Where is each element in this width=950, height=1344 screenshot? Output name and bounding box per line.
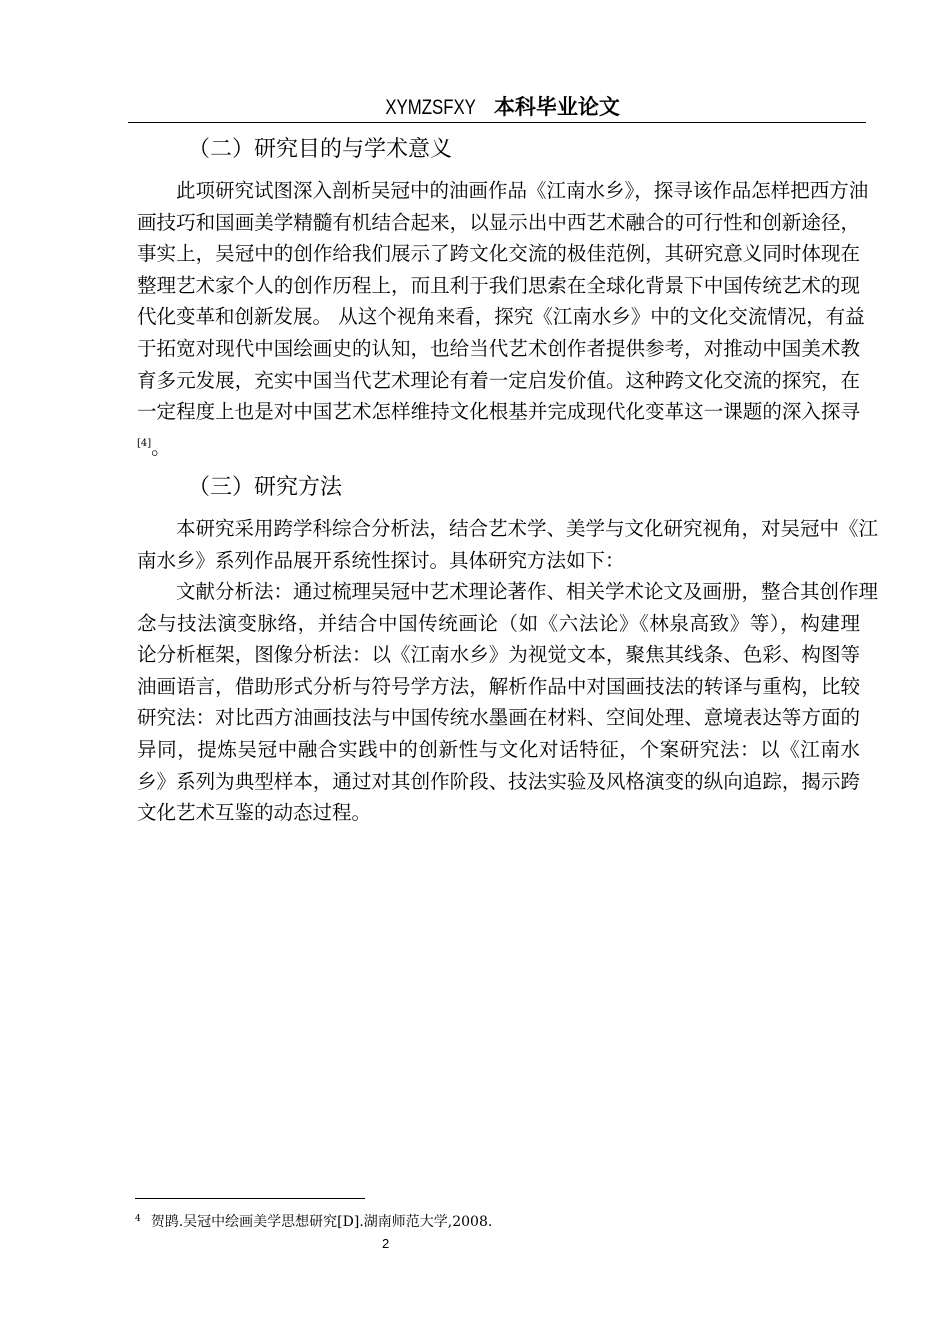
text-line: 画技巧和国画美学精髓有机结合起来，以显示出中西艺术融合的可行性和创新途径， xyxy=(137,210,860,234)
text-line: 南水乡》系列作品展开系统性探讨。具体研究方法如下： xyxy=(137,548,625,572)
text-line: 文化艺术互鉴的动态过程。 xyxy=(137,801,372,825)
text-line: 文献分析法：通过梳理吴冠中艺术理论著作、相关学术论文及画册，整合其创作理 xyxy=(176,580,879,603)
text-line: 论分析框架，图像分析法：以《江南水乡》为视觉文本，聚焦其线条、色彩、构图等 xyxy=(137,643,860,667)
text-line: 事实上，吴冠中的创作给我们展示了跨文化交流的极佳范例，其研究意义同时体现在 xyxy=(137,242,860,266)
footnote-marker: 4 xyxy=(135,1214,141,1224)
text-line: 研究法：对比西方油画技法与中国传统水墨画在材料、空间处理、意境表达等方面的 xyxy=(137,706,860,730)
text-line xyxy=(137,428,860,460)
text-line: 油画语言，借助形式分析与符号学方法，解析作品中对国画技法的转译与重构，比较 xyxy=(137,674,860,698)
text-line: 此项研究试图深入剖析吴冠中的油画作品《江南水乡》，探寻该作品怎样把西方油 xyxy=(176,179,869,202)
page-number: 2 xyxy=(382,1236,390,1251)
text-line: 异同，提炼吴冠中融合实践中的创新性与文化对话特征，个案研究法：以《江南水 xyxy=(137,737,860,761)
text-line: 育多元发展，充实中国当代艺术理论有着一定启发价值。这种跨文化交流的探究，在 xyxy=(137,368,860,392)
text-line: 念与技法演变脉络，并结合中国传统画论（如《六法论》《林泉高致》等），构建理 xyxy=(137,611,860,635)
paragraph-purpose xyxy=(137,175,869,459)
text-line: 一定程度上也是对中国艺术怎样维持文化根基并完成现代化变革这一课题的深入探寻 xyxy=(137,400,860,424)
footnote-text: 贺鹍.吴冠中绘画美学思想研究[D].湖南师范大学,2008. xyxy=(150,1214,493,1230)
text-line: 于拓宽对现代中国绘画史的认知，也给当代艺术创作者提供参考，对推动中国美术教 xyxy=(137,336,860,360)
citation-ref[interactable]: [4] xyxy=(137,437,152,449)
paragraph-method-detail xyxy=(137,576,879,829)
text-line: 代化变革和创新发展。 从这个视角来看，探究《江南水乡》中的文化交流情况，有益 xyxy=(137,305,865,329)
paragraph-method-intro xyxy=(137,513,879,576)
footnote-separator xyxy=(135,1198,365,1199)
period: 。 xyxy=(151,435,171,459)
section-heading-purpose: （二）研究目的与学术意义 xyxy=(188,137,453,162)
section-heading-method: （三）研究方法 xyxy=(188,475,343,500)
header-title: 本科毕业论文 xyxy=(493,95,620,119)
header-code: XYMZSFXY xyxy=(385,96,476,119)
text-line: 本研究采用跨学科综合分析法，结合艺术学、美学与文化研究视角，对吴冠中《江 xyxy=(176,517,879,540)
header-rule xyxy=(128,122,866,123)
running-header xyxy=(128,94,866,121)
text-line: 整理艺术家个人的创作历程上，而且利于我们思索在全球化背景下中国传统艺术的现 xyxy=(137,273,860,297)
footnote xyxy=(135,1209,492,1232)
text-line: 乡》系列为典型样本，通过对其创作阶段、技法实验及风格演变的纵向追踪，揭示跨 xyxy=(137,769,860,793)
